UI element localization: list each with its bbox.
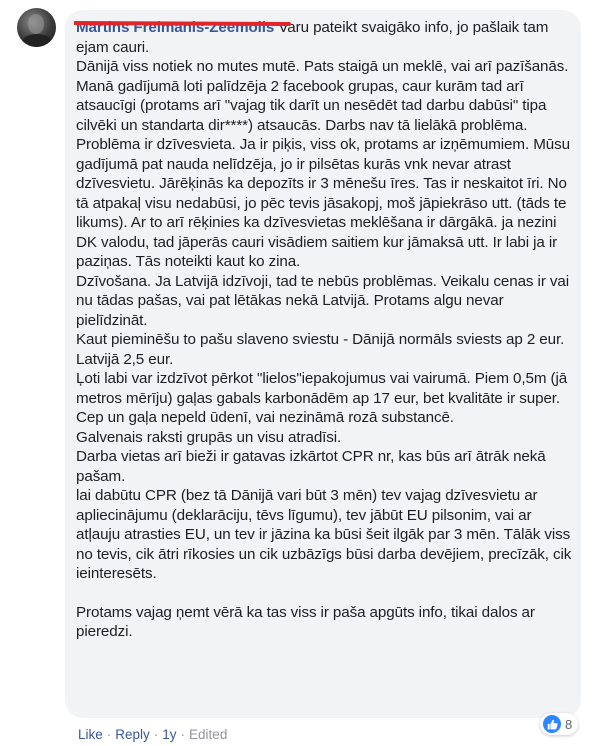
thumb-glyph — [547, 719, 558, 730]
comment-paragraph: Kaut pieminēšu to pašu slaveno sviestu - Dānijā normāls sviests ap 2 eur. Latvijā 2,5 eur. — [76, 331, 565, 368]
comment-paragraph: Dzīvošana. Ja Latvijā idzīvoji, tad te nebūs problēmas. Veikalu cenas ir vai nu tādas pašas, vai pat lētākas nekā Latvijā. Protams algu nevar pielīdzināt. — [76, 272, 570, 329]
comment-author-name[interactable]: Martins Freimanis-Zeemolis — [76, 19, 275, 36]
like-link[interactable]: Like — [78, 727, 103, 742]
comment-paragraph: Ļoti labi var izdzīvot pērkot "lielos"iepakojumus vai vairumā. Piem 0,5m (jā metros mērīju) gaļas gabals karbonādēm ap 17 eur, bet kvalitāte ir super. Cep un gaļa nepeld ūdenī, vai nezināmā rozā substancē. — [76, 370, 568, 426]
comment-paragraph: Problēma ir dzīvesvieta. Ja ir piķis, viss ok, protams ar izņēmumiem. Mūsu gadījumā pat nauda nelīdzēja, jo ir pilsētas kurās vnk nevar atrast dzīvesvietu. Jārēķinās ka depozīts ir 3 mēnešu īres. Tas ir neskaitot īri. No tā atpakaļ visu nedabūsi, jo pēc tevis jāsakopj, moš jāpiekrāso utt. (tāds te likums). Ar to arī rēķinies ka dzīvesvietas meklēšana ir dārgākā. ja nezini DK valodu, tad jāperās cauri visādiem saitiem kur jāmaksā utt. Ir labi ja ir paziņas. Tās noteikti kaut ko zina. — [76, 136, 570, 270]
comment-actions — [78, 727, 227, 742]
reply-link[interactable]: Reply — [115, 727, 150, 742]
name-redaction-line — [74, 20, 292, 28]
separator-dot: · — [106, 727, 112, 742]
comment-paragraph: Darba vietas arī bieži ir gatavas izkārtot CPR nr, kas būs arī ātrāk nekā pašam. — [76, 448, 546, 485]
avatar-shoulders — [21, 34, 53, 47]
commenter-avatar[interactable] — [17, 8, 56, 47]
comment-body — [76, 18, 576, 642]
separator-dot: · — [153, 727, 159, 742]
like-thumb-icon — [543, 715, 561, 733]
reaction-summary[interactable] — [540, 713, 578, 735]
reaction-count: 8 — [565, 716, 573, 732]
avatar-face — [28, 14, 44, 34]
timestamp-link[interactable]: 1y — [162, 727, 177, 742]
comment-paragraph: Dānijā viss notiek no mutes mutē. Pats staigā un meklē, vai arī pazīšanās. Manā gadījumā loti palīdzēja 2 facebook grupas, caur kurām tad arī atsaucīgi (protams arī "vajag tik darīt un nesēdēt tad darbu dabūsi" tipa cilvēki un standarta dir****) atsaucās. Darbs nav tā lielākā problēma. — [76, 58, 569, 134]
separator-dot: · — [180, 727, 186, 742]
comment-paragraph: Galvenais raksti grupās un visu atradīsi. — [76, 428, 342, 446]
comment-paragraph: Protams vajag ņemt vērā ka tas viss ir paša apgūts info, tikai dalos ar pieredzi. — [76, 603, 535, 640]
comment-paragraph: lai dabūtu CPR (bez tā Dānijā vari būt 3 mēn) tev vajag dzīvesvietu ar apliecinājumu (deklarāciju, tēvs līgumu), tev jābūt EU pilsonim, vai ar atļauju atrasties EU, un tev ir jāzina ka būsi šeit ilgāk par 3 mēn. Tālāk viss no tevis, cik ātri rīkosies un cik uzbāzīgs būsi darba devējiem, precīzāk, cik ieinteresēts. — [76, 487, 572, 582]
comment-paragraph: Varu pateikt svaigāko info, jo pašlaik tam ejam cauri. — [76, 19, 549, 56]
edited-label[interactable]: Edited — [189, 727, 228, 742]
